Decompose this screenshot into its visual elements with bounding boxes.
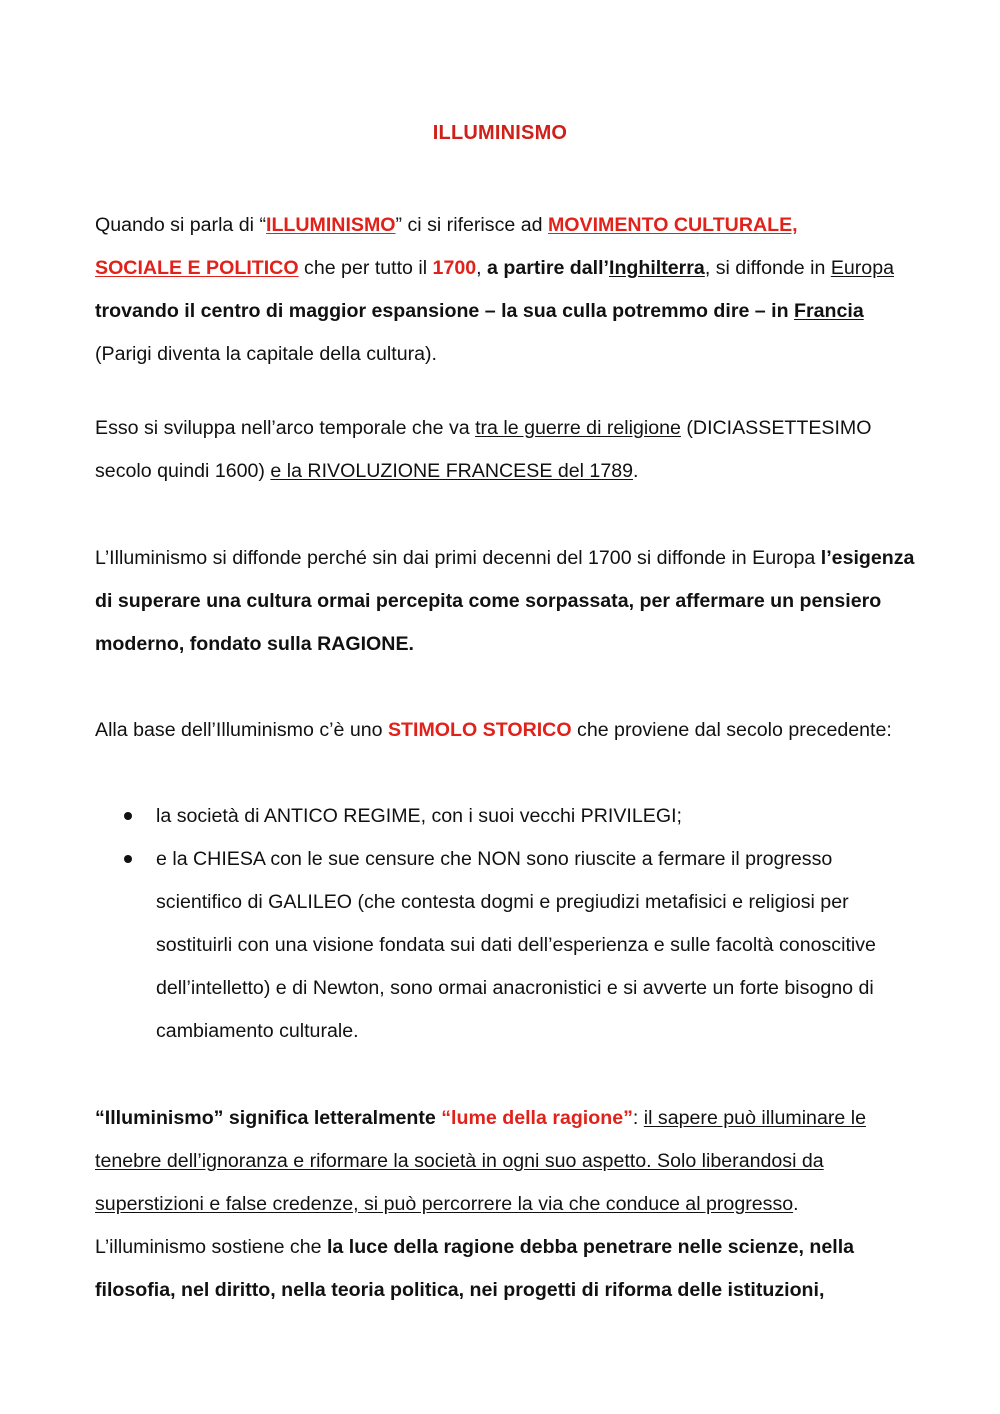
bold-run: la luce della ragione debba penetrare nelle scienze, nella filosofia, nel diritto, nella teoria politica, nei progetti di riforma delle istituzioni, <box>95 1236 855 1301</box>
bold-run: trovando il centro di maggior espansione – la sua culla potremmo dire – in <box>95 300 795 322</box>
text-run: . <box>633 460 639 482</box>
text-run: (Parigi diventa la capitale della cultura). <box>95 343 437 365</box>
document-title: ILLUMINISMO <box>432 122 568 144</box>
paragraph-intro <box>95 204 915 376</box>
highlight-lume-ragione: “lume della ragione” <box>441 1107 633 1129</box>
underlined-sapere: il sapere può illuminare le tenebre dell’ignoranza e riformare la società in ogni suo aspetto. Solo liberandosi da superstizioni e false credenze, si può percorrere la via che conduce al progresso <box>95 1107 866 1215</box>
highlight-movimento: MOVIMENTO CULTURALE, <box>547 214 798 236</box>
paragraph-stimolo <box>95 709 915 752</box>
text-run: Esso si sviluppa nell’arco temporale che va <box>95 417 476 439</box>
text-run: Alla base dell’Illuminismo c’è uno <box>95 719 388 741</box>
text-run: Quando si parla di “ <box>95 214 266 236</box>
paragraph-diffusion <box>95 537 915 666</box>
text-run: che proviene dal secolo precedente: <box>571 719 892 741</box>
underlined-rivoluzione: e la RIVOLUZIONE FRANCESE del 1789 <box>270 460 634 482</box>
paragraph-definition <box>95 1097 915 1312</box>
underlined-europa: Europa <box>830 257 894 279</box>
underlined-inghilterra: Inghilterra <box>609 257 705 279</box>
bold-run: “Illuminismo” significa letteralmente <box>95 1107 442 1129</box>
text-run: . <box>793 1193 799 1215</box>
text-run: L’illuminismo sostiene che <box>95 1236 327 1258</box>
underlined-francia: Francia <box>794 300 864 322</box>
text-run: ” ci si riferisce ad <box>395 214 548 236</box>
bullet-icon <box>124 812 132 820</box>
text-run: L’Illuminismo si diffonde perché sin dai primi decenni del 1700 si diffonde in Europa <box>95 547 821 569</box>
bullet-icon <box>124 855 132 863</box>
highlight-year-1700: 1700 <box>432 257 477 279</box>
bold-run: l’esigenza di superare una cultura ormai percepita come sorpassata, per affermare un pensiero moderno, fondato sulla RAGIONE. <box>95 547 915 655</box>
bullet-list <box>95 795 915 1053</box>
text-run: (DICIASSETTESIMO secolo quindi 1600) <box>95 417 872 482</box>
highlight-sociale-politico: SOCIALE E POLITICO <box>95 257 299 279</box>
list-item <box>95 795 896 838</box>
text-run: che per tutto il <box>298 257 433 279</box>
text-run: , si diffonde in <box>704 257 831 279</box>
underlined-guerre-religione: tra le guerre di religione <box>475 417 681 439</box>
highlight-illuminismo: ILLUMINISMO <box>266 214 396 236</box>
bold-run: a partire dall’ <box>487 257 609 279</box>
text-run: , <box>476 257 488 279</box>
list-item-text: la società di ANTICO REGIME, con i suoi vecchi PRIVILEGI; <box>156 805 682 827</box>
highlight-stimolo-storico: STIMOLO STORICO <box>387 719 572 741</box>
list-item-text: e la CHIESA con le sue censure che NON sono riuscite a fermare il progresso scientifico di GALILEO (che contesta dogmi e pregiudizi metafisici e religiosi per sostituirli con una visione fondata sui dati dell’esperienza e sulle facoltà conoscitive dell’intelletto) e di Newton, sono ormai anacronistici e si avverte un forte bisogno di cambiamento culturale. <box>156 848 876 1042</box>
paragraph-timeframe <box>95 407 915 493</box>
list-item <box>95 838 896 1053</box>
text-run: : <box>632 1107 644 1129</box>
